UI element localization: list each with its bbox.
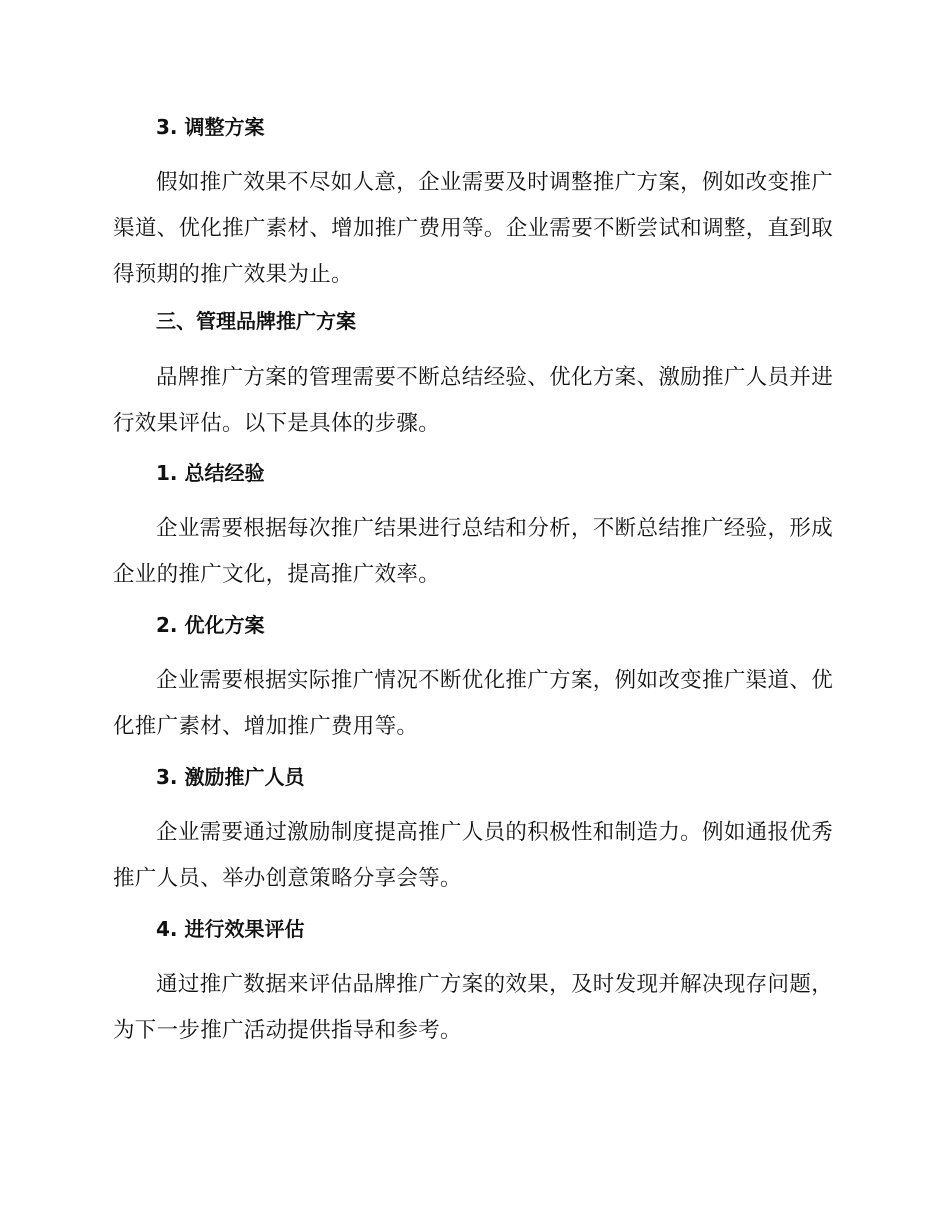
section-heading-motivate-staff: 3. 激励推广人员 [156, 765, 305, 789]
section-heading-adjust-plan: 3. 调整方案 [156, 115, 265, 139]
section-heading-manage-brand-plan: 三、管理品牌推广方案 [156, 309, 356, 333]
section-paragraph-adjust-plan: 假如推广效果不尽如人意，企业需要及时调整推广方案，例如改变推广渠道、优化推广素材、增加推广费用等。企业需要不断尝试和调整，直到取得预期的推广效果为止。 [113, 170, 833, 287]
section-paragraph-manage-brand-plan: 品牌推广方案的管理需要不断总结经验、优化方案、激励推广人员并进行效果评估。以下是具体的步骤。 [113, 365, 833, 436]
section-paragraph-summarize-experience: 企业需要根据每次推广结果进行总结和分析，不断总结推广经验，形成企业的推广文化，提高推广效率。 [113, 516, 833, 587]
section-paragraph-evaluate-effect: 通过推广数据来评估品牌推广方案的效果，及时发现并解决现存问题，为下一步推广活动提供指导和参考。 [113, 972, 833, 1043]
section-heading-evaluate-effect: 4. 进行效果评估 [156, 917, 305, 941]
section-heading-summarize-experience: 1. 总结经验 [156, 461, 265, 485]
section-paragraph-optimize-plan: 企业需要根据实际推广情况不断优化推广方案，例如改变推广渠道、优化推广素材、增加推广费用等。 [113, 668, 833, 739]
section-heading-optimize-plan: 2. 优化方案 [156, 613, 265, 637]
section-paragraph-motivate-staff: 企业需要通过激励制度提高推广人员的积极性和制造力。例如通报优秀推广人员、举办创意策略分享会等。 [113, 820, 833, 891]
